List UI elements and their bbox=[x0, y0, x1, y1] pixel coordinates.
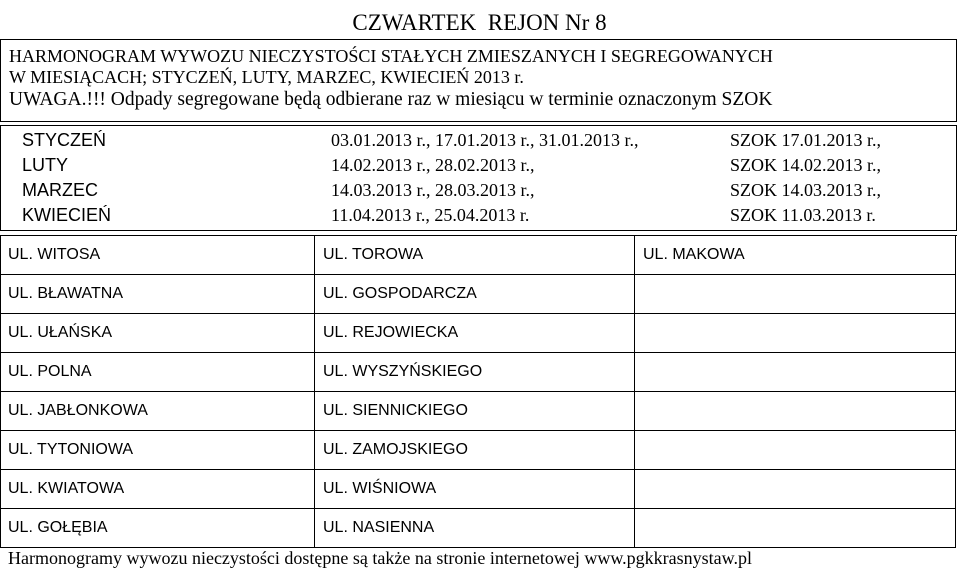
street-cell: UL. MAKOWA bbox=[635, 236, 956, 275]
month-dates: 14.02.2013 r., 28.02.2013 r., bbox=[331, 155, 535, 175]
street-cell: UL. KWIATOWA bbox=[0, 470, 315, 509]
street-cell bbox=[635, 431, 956, 470]
street-cell: UL. UŁAŃSKA bbox=[0, 314, 315, 353]
street-cell: UL. WIŚNIOWA bbox=[315, 470, 635, 509]
street-cell bbox=[635, 275, 956, 314]
month-szok-date: SZOK 14.03.2013 r., bbox=[730, 180, 882, 200]
month-dates: 11.04.2013 r., 25.04.2013 r. bbox=[331, 205, 530, 225]
page-title: CZWARTEK REJON Nr 8 bbox=[352, 10, 607, 35]
street-cell: UL. TOROWA bbox=[315, 236, 635, 275]
intro-box bbox=[0, 39, 957, 122]
month-row-april bbox=[1, 203, 956, 227]
month-szok-date: SZOK 14.02.2013 r., bbox=[730, 155, 882, 175]
street-cell: UL. NASIENNA bbox=[315, 509, 635, 548]
month-name: KWIECIEŃ bbox=[22, 205, 112, 225]
street-cell: UL. JABŁONKOWA bbox=[0, 392, 315, 431]
street-cell bbox=[635, 353, 956, 392]
month-name: STYCZEŃ bbox=[22, 130, 107, 150]
months-schedule-box bbox=[0, 125, 957, 231]
street-cell: UL. TYTONIOWA bbox=[0, 431, 315, 470]
street-cell bbox=[635, 509, 956, 548]
month-dates: 14.03.2013 r., 28.03.2013 r., bbox=[331, 180, 535, 200]
street-cell: UL. BŁAWATNA bbox=[0, 275, 315, 314]
street-cell bbox=[635, 392, 956, 431]
month-dates: 03.01.2013 r., 17.01.2013 r., 31.01.2013 r., bbox=[331, 130, 639, 150]
street-cell: UL. POLNA bbox=[0, 353, 315, 392]
month-name: MARZEC bbox=[22, 180, 98, 200]
month-row-january bbox=[1, 128, 956, 152]
street-cell: UL. WYSZYŃSKIEGO bbox=[315, 353, 635, 392]
month-szok-date: SZOK 17.01.2013 r., bbox=[730, 130, 882, 150]
streets-table bbox=[0, 235, 957, 547]
month-row-march bbox=[1, 178, 956, 202]
intro-line-1: HARMONOGRAM WYWOZU NIECZYSTOŚCI STAŁYCH ZMIESZANYCH I SEGREGOWANYCH bbox=[9, 46, 773, 66]
footer-note: Harmonogramy wywozu nieczystości dostępne są także na stronie internetowej www.pgkkrasnystaw.pl bbox=[8, 548, 752, 568]
street-cell: UL. REJOWIECKA bbox=[315, 314, 635, 353]
street-cell bbox=[635, 314, 956, 353]
intro-warning-line: UWAGA.!!! Odpady segregowane będą odbierane raz w miesiącu w terminie oznaczonym SZOK bbox=[9, 89, 773, 110]
street-cell: UL. SIENNICKIEGO bbox=[315, 392, 635, 431]
street-cell bbox=[635, 470, 956, 509]
intro-line-2: W MIESIĄCACH; STYCZEŃ, LUTY, MARZEC, KWIECIEŃ 2013 r. bbox=[9, 67, 524, 87]
street-cell: UL. WITOSA bbox=[0, 236, 315, 275]
street-cell: UL. ZAMOJSKIEGO bbox=[315, 431, 635, 470]
month-name: LUTY bbox=[22, 155, 69, 175]
street-cell: UL. GOŁĘBIA bbox=[0, 509, 315, 548]
month-szok-date: SZOK 11.03.2013 r. bbox=[730, 205, 876, 225]
street-cell: UL. GOSPODARCZA bbox=[315, 275, 635, 314]
month-row-february bbox=[1, 153, 956, 177]
